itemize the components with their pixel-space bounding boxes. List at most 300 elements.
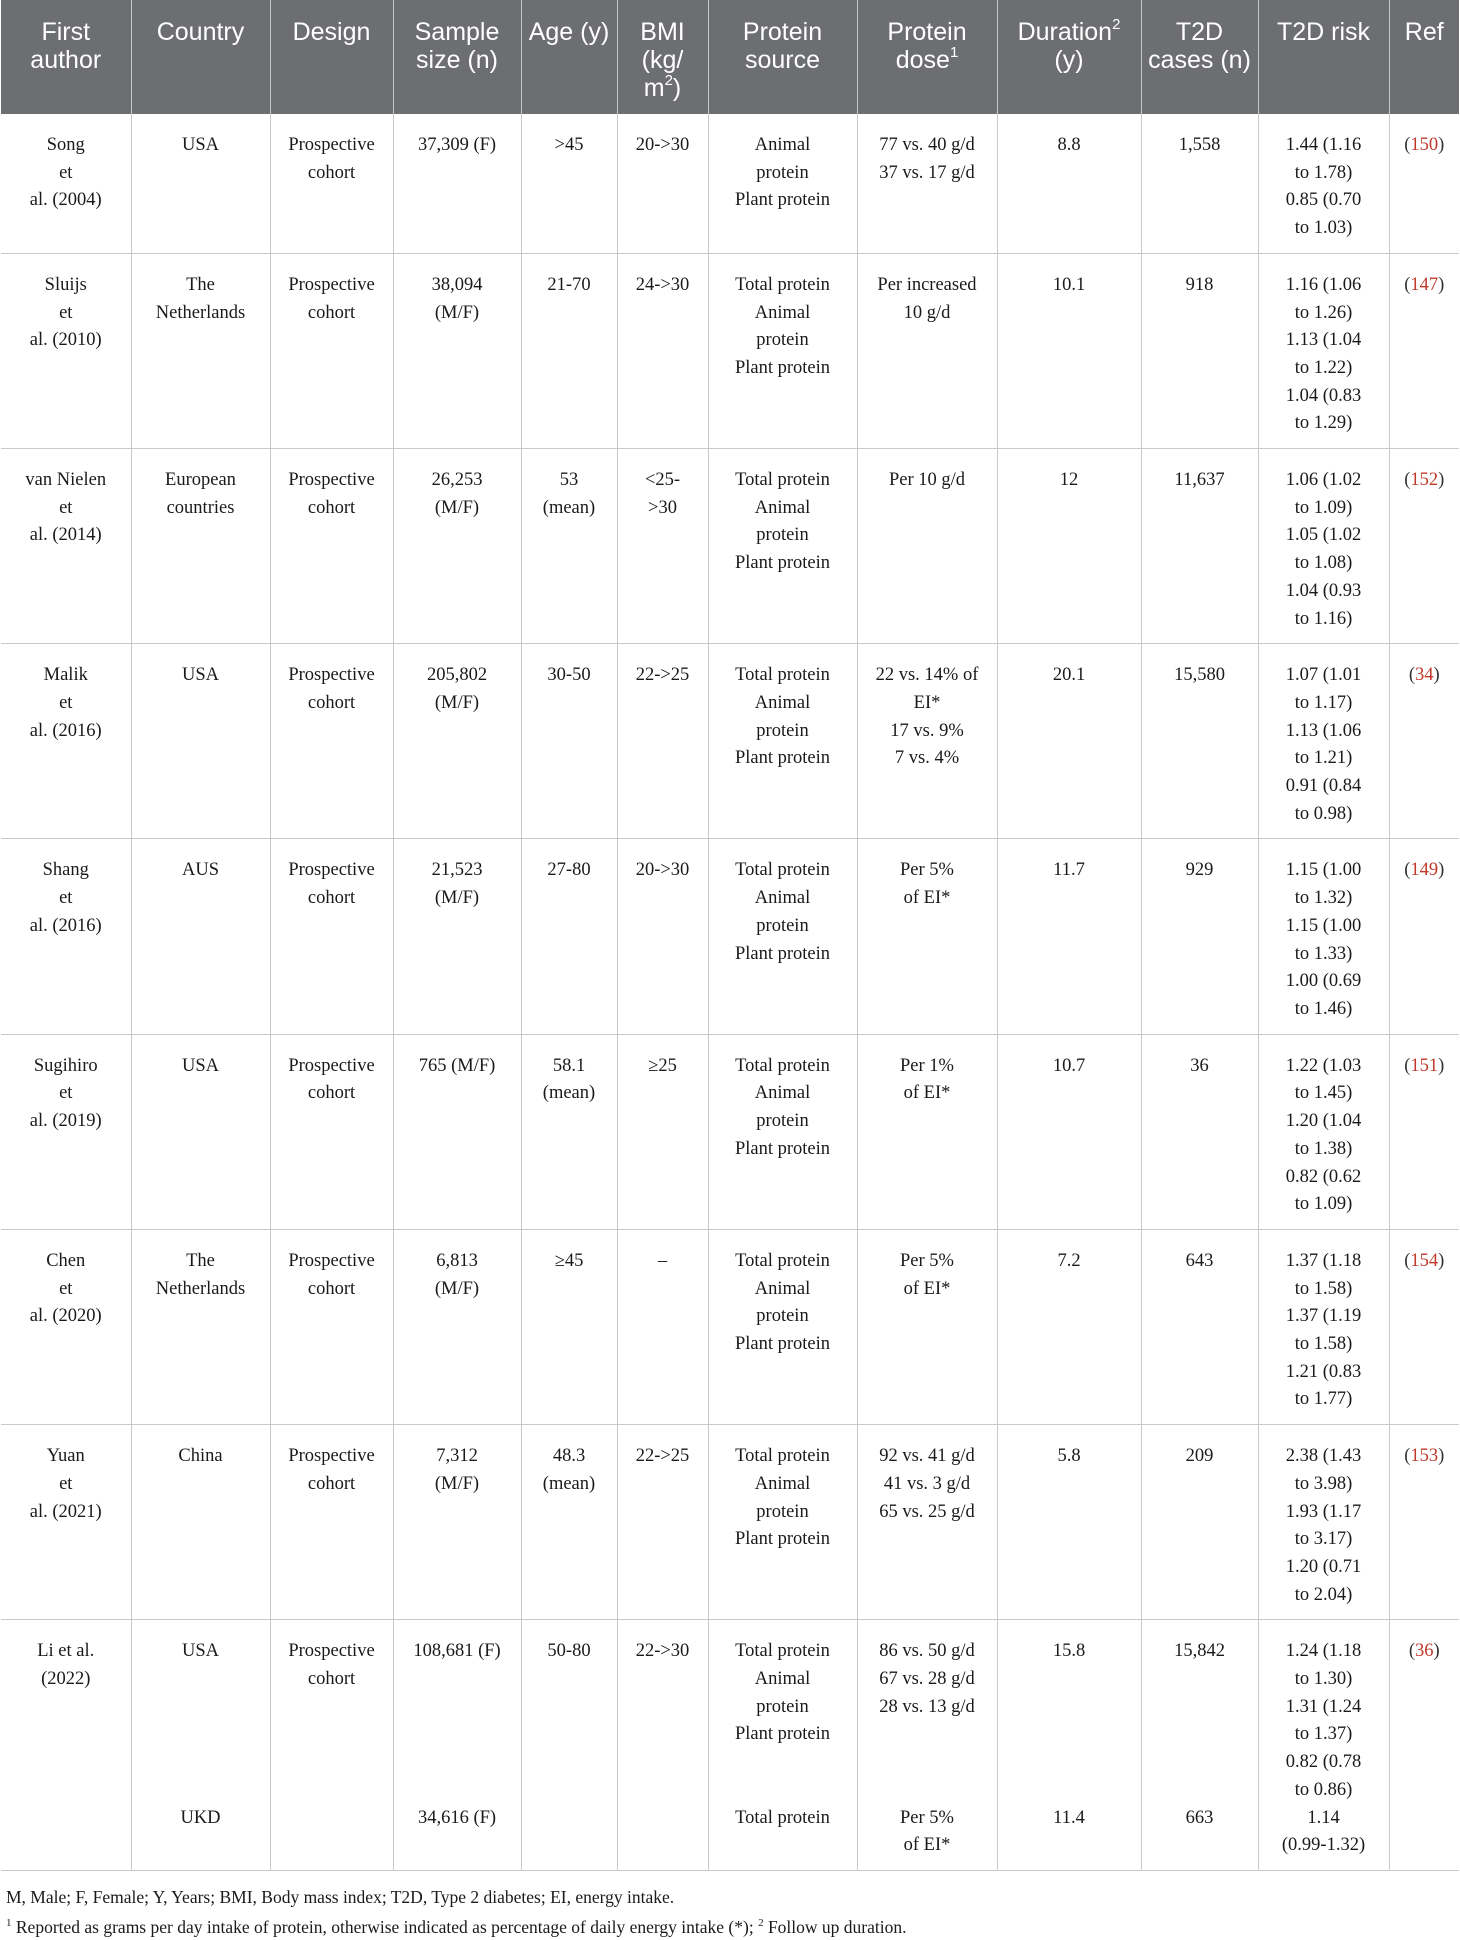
country-cell bbox=[131, 253, 270, 448]
cell-line: protein bbox=[756, 720, 809, 741]
column-header bbox=[857, 0, 997, 114]
cell-line: 48.3 bbox=[552, 1446, 586, 1467]
cell-line: et bbox=[59, 302, 73, 323]
column-header bbox=[617, 0, 708, 114]
cell-line: 1.93 (1.17 bbox=[1285, 1501, 1362, 1522]
t2d-cases-cell bbox=[1141, 1805, 1258, 1871]
first-author-cell bbox=[1, 1805, 131, 1871]
cell-line: van Nielen bbox=[25, 470, 107, 491]
sample-size-cell bbox=[393, 114, 521, 253]
cell-line: to 1.17) bbox=[1294, 692, 1353, 713]
reference-link[interactable]: 149 bbox=[1410, 860, 1439, 881]
cell-line: al. (2021) bbox=[29, 1501, 102, 1522]
sample-size-cell bbox=[393, 1034, 521, 1229]
cell-line: Song bbox=[46, 135, 85, 155]
cell-line: 21,523 bbox=[431, 860, 483, 881]
cell-line: of EI* bbox=[903, 1278, 951, 1299]
country-cell bbox=[131, 1425, 270, 1620]
cell-line: 1.31 (1.24 bbox=[1285, 1696, 1362, 1717]
age-cell bbox=[521, 1425, 617, 1620]
cell-line: 17 vs. 9% bbox=[890, 720, 964, 741]
table-row bbox=[1, 114, 1459, 253]
cell-line: to 1.29) bbox=[1294, 413, 1353, 434]
cell-value: 1,558 bbox=[1178, 135, 1221, 155]
t2d-cases-cell bbox=[1141, 449, 1258, 644]
cell-line: Plant protein bbox=[734, 943, 831, 964]
cell-line: to 1.22) bbox=[1294, 357, 1353, 378]
cell-line: et bbox=[59, 888, 73, 909]
cell-line: Total protein bbox=[735, 860, 830, 881]
cell-line: Total protein bbox=[735, 470, 830, 491]
cell-line: 20->30 bbox=[635, 860, 690, 881]
sample-size-cell bbox=[393, 253, 521, 448]
cell-value: 15,842 bbox=[1174, 1641, 1225, 1662]
cell-line: protein bbox=[756, 915, 809, 936]
cell-line: Total protein bbox=[735, 274, 830, 295]
cell-line: Li et al. bbox=[37, 1641, 95, 1662]
t2d-risk-cell bbox=[1258, 253, 1389, 448]
age-cell bbox=[521, 114, 617, 253]
column-header bbox=[270, 0, 393, 114]
cell-line: USA bbox=[181, 1055, 219, 1076]
cell-line: Prospective bbox=[288, 135, 375, 155]
age-cell bbox=[521, 1034, 617, 1229]
cell-line: 58.1 bbox=[552, 1055, 586, 1076]
cell-line: al. (2019) bbox=[29, 1111, 102, 1132]
ref-cell: (36) bbox=[1408, 1641, 1440, 1662]
cell-value: 643 bbox=[1185, 1250, 1214, 1271]
first-author-cell bbox=[1, 449, 131, 644]
cell-line: cohort bbox=[307, 1278, 356, 1299]
cell-line: Total protein bbox=[735, 665, 830, 686]
cell-value: 209 bbox=[1185, 1446, 1214, 1467]
cell-line: cohort bbox=[307, 1473, 356, 1494]
cell-line: cohort bbox=[307, 1669, 356, 1690]
protein-source-cell bbox=[708, 1034, 857, 1229]
cell-line: Plant protein bbox=[734, 553, 831, 574]
cell-line: 1.44 (1.16 bbox=[1285, 135, 1362, 155]
table-row bbox=[1, 1229, 1459, 1424]
sample-size-cell bbox=[393, 1425, 521, 1620]
bmi-cell bbox=[617, 114, 708, 253]
cell-line: to 1.78) bbox=[1294, 162, 1353, 183]
cell-line: 20->30 bbox=[635, 135, 690, 155]
duration-cell bbox=[997, 1229, 1141, 1424]
cell-line: Animal bbox=[754, 1473, 811, 1494]
cell-line: Netherlands bbox=[155, 1278, 246, 1299]
sample-size-cell bbox=[393, 1620, 521, 1805]
cell-line: Plant protein bbox=[734, 1529, 831, 1550]
cell-line: to 2.04) bbox=[1294, 1584, 1353, 1605]
cell-line: 65 vs. 25 g/d bbox=[879, 1501, 975, 1522]
reference-link[interactable]: 36 bbox=[1415, 1641, 1434, 1662]
reference-link[interactable]: 153 bbox=[1410, 1446, 1439, 1467]
cell-value: 11.7 bbox=[1053, 860, 1085, 881]
design-cell bbox=[270, 1805, 393, 1871]
design-cell bbox=[270, 1425, 393, 1620]
column-header bbox=[1258, 0, 1389, 114]
protein-dose-cell bbox=[857, 1229, 997, 1424]
reference-link[interactable]: 152 bbox=[1410, 470, 1439, 491]
column-header-label: Age (y) bbox=[528, 18, 610, 46]
cell-value: 7.2 bbox=[1057, 1250, 1081, 1271]
column-header-label: Duration bbox=[1017, 18, 1113, 46]
age-cell bbox=[521, 1229, 617, 1424]
cell-value: 12 bbox=[1059, 470, 1079, 491]
first-author-cell bbox=[1, 114, 131, 253]
cell-line: 1.21 (0.83 bbox=[1285, 1361, 1362, 1382]
protein-dose-cell bbox=[857, 1425, 997, 1620]
column-header bbox=[1, 0, 131, 114]
cell-line: USA bbox=[181, 1641, 219, 1662]
duration-cell bbox=[997, 1620, 1141, 1805]
t2d-cases-cell bbox=[1141, 644, 1258, 839]
protein-dose-cell bbox=[857, 1620, 997, 1805]
column-header-label: T2D risk bbox=[1276, 18, 1371, 46]
cell-line: to 1.33) bbox=[1294, 943, 1353, 964]
cell-line: 92 vs. 41 g/d bbox=[879, 1446, 975, 1467]
cell-line: Plant protein bbox=[734, 1724, 831, 1745]
cell-line: 22->25 bbox=[635, 1446, 690, 1467]
cell-line: 86 vs. 50 g/d bbox=[879, 1641, 975, 1662]
column-header-label: Protein dose bbox=[887, 18, 967, 74]
cell-line: to 1.08) bbox=[1294, 553, 1353, 574]
reference-link[interactable]: 150 bbox=[1410, 135, 1439, 155]
cell-line: EI* bbox=[913, 692, 941, 713]
duration-cell bbox=[997, 1425, 1141, 1620]
design-cell bbox=[270, 1229, 393, 1424]
first-author-cell bbox=[1, 1229, 131, 1424]
cell-value: 10.7 bbox=[1052, 1055, 1086, 1076]
cell-value: 36 bbox=[1190, 1055, 1209, 1076]
cell-line: to 1.16) bbox=[1294, 608, 1353, 629]
column-header-label: Country bbox=[156, 18, 245, 46]
cell-value: 15.8 bbox=[1052, 1641, 1086, 1662]
table-row bbox=[1, 1425, 1459, 1620]
cell-line: protein bbox=[756, 1696, 809, 1717]
cell-line: 0.82 (0.62 bbox=[1285, 1166, 1362, 1187]
column-header-superscript: 1 bbox=[949, 43, 959, 61]
ref-cell bbox=[1389, 1805, 1459, 1871]
duration-cell bbox=[997, 1034, 1141, 1229]
cell-line: Total protein bbox=[735, 1641, 830, 1662]
t2d-cases-cell bbox=[1141, 1034, 1258, 1229]
cell-line: al. (2020) bbox=[29, 1306, 102, 1327]
cell-line: Prospective bbox=[288, 1641, 375, 1662]
cell-line: USA bbox=[181, 135, 219, 155]
cell-line: (mean) bbox=[542, 497, 596, 518]
protein-source-cell bbox=[708, 1425, 857, 1620]
cell-line: protein bbox=[756, 162, 809, 183]
table-row bbox=[1, 253, 1459, 448]
cell-line: Total protein bbox=[735, 1446, 830, 1467]
cell-line: Prospective bbox=[288, 274, 375, 295]
cell-line: al. (2010) bbox=[29, 330, 102, 351]
reference-link[interactable]: 154 bbox=[1410, 1250, 1439, 1271]
cell-line: ≥25 bbox=[648, 1055, 677, 1076]
cell-line: of EI* bbox=[903, 1835, 951, 1856]
cell-line: Malik bbox=[43, 665, 88, 686]
sample-size-cell bbox=[393, 1805, 521, 1871]
cell-line: al. (2014) bbox=[29, 525, 102, 546]
column-header-superscript: 2 bbox=[1112, 15, 1121, 33]
cell-line: 77 vs. 40 g/d bbox=[879, 135, 975, 155]
protein-dose-cell bbox=[857, 644, 997, 839]
column-header-superscript: 2 bbox=[664, 71, 673, 89]
age-cell bbox=[521, 644, 617, 839]
reference-link[interactable]: 147 bbox=[1410, 274, 1439, 295]
cell-line: (M/F) bbox=[434, 1278, 480, 1299]
cell-line: to 1.37) bbox=[1294, 1724, 1353, 1745]
bmi-cell bbox=[617, 449, 708, 644]
design-cell bbox=[270, 1620, 393, 1805]
cell-line: (M/F) bbox=[434, 1473, 480, 1494]
table-row bbox=[1, 1805, 1459, 1871]
bmi-cell bbox=[617, 1805, 708, 1871]
cell-line: et bbox=[59, 1473, 73, 1494]
design-cell bbox=[270, 253, 393, 448]
t2d-cases-cell bbox=[1141, 253, 1258, 448]
sample-size-cell bbox=[393, 449, 521, 644]
cell-line: 27-80 bbox=[547, 860, 591, 881]
header-row bbox=[1, 0, 1459, 114]
country-cell bbox=[131, 1229, 270, 1424]
cell-line: Animal bbox=[754, 1669, 811, 1690]
cell-line: to 3.17) bbox=[1294, 1529, 1353, 1550]
cell-line: 22->25 bbox=[635, 665, 690, 686]
cell-line: 1.20 (0.71 bbox=[1285, 1556, 1362, 1577]
cell-line: protein bbox=[756, 1306, 809, 1327]
cell-line: et bbox=[59, 1083, 73, 1104]
cell-line: to 1.26) bbox=[1294, 302, 1353, 323]
duration-cell bbox=[997, 253, 1141, 448]
bmi-cell bbox=[617, 1425, 708, 1620]
column-header-label: Ref bbox=[1404, 18, 1444, 46]
cell-line: 38,094 bbox=[431, 274, 483, 295]
reference-link[interactable]: 34 bbox=[1415, 665, 1434, 686]
cell-line: Netherlands bbox=[155, 302, 246, 323]
protein-source-cell bbox=[708, 449, 857, 644]
cell-line: Animal bbox=[754, 1083, 811, 1104]
cell-line: Per 5% bbox=[900, 1807, 954, 1828]
cell-line: 1.07 (1.01 bbox=[1285, 665, 1362, 686]
table-row bbox=[1, 644, 1459, 839]
cell-line: 1.20 (1.04 bbox=[1285, 1111, 1362, 1132]
cell-line: >45 bbox=[554, 135, 584, 155]
cell-line: AUS bbox=[181, 860, 219, 881]
country-cell bbox=[131, 1620, 270, 1805]
cell-line: 0.91 (0.84 bbox=[1285, 776, 1362, 797]
t2d-risk-cell bbox=[1258, 1425, 1389, 1620]
t2d-cases-cell bbox=[1141, 1620, 1258, 1805]
country-cell bbox=[131, 449, 270, 644]
cell-line: to 1.30) bbox=[1294, 1669, 1353, 1690]
age-cell bbox=[521, 449, 617, 644]
cell-line: cohort bbox=[307, 692, 356, 713]
t2d-risk-cell bbox=[1258, 449, 1389, 644]
cell-line: 6,813 bbox=[436, 1250, 478, 1271]
cell-line: – bbox=[657, 1250, 668, 1271]
cell-line: to 1.38) bbox=[1294, 1138, 1353, 1159]
cell-line: 37 vs. 17 g/d bbox=[879, 162, 975, 183]
cell-line: et bbox=[59, 162, 73, 183]
cell-line: Prospective bbox=[288, 860, 375, 881]
cell-line: to 0.86) bbox=[1294, 1779, 1353, 1800]
cell-line: Yuan bbox=[46, 1446, 85, 1467]
cell-line: to 3.98) bbox=[1294, 1473, 1353, 1494]
column-header bbox=[1141, 0, 1258, 114]
cell-line: protein bbox=[756, 525, 809, 546]
cell-value: 5.8 bbox=[1057, 1446, 1081, 1467]
cell-line: 50-80 bbox=[547, 1641, 591, 1662]
cell-line: The bbox=[186, 1250, 215, 1271]
table-header bbox=[1, 0, 1459, 114]
cell-line: to 1.58) bbox=[1294, 1278, 1353, 1299]
cell-line: 1.13 (1.06 bbox=[1285, 720, 1362, 741]
cell-line: Sugihiro bbox=[33, 1055, 98, 1076]
protein-source-cell bbox=[708, 114, 857, 253]
age-cell bbox=[521, 1805, 617, 1871]
cell-line: (mean) bbox=[542, 1083, 596, 1104]
bmi-cell bbox=[617, 1229, 708, 1424]
footnote-abbreviations: M, Male; F, Female; Y, Years; BMI, Body mass index; T2D, Type 2 diabetes; EI, energy intake. bbox=[6, 1886, 675, 1907]
column-header-label: T2D cases (n) bbox=[1148, 18, 1251, 74]
cell-line: Animal bbox=[754, 692, 811, 713]
cell-line: 41 vs. 3 g/d bbox=[883, 1473, 971, 1494]
cell-line: Animal bbox=[754, 497, 811, 518]
country-cell bbox=[131, 839, 270, 1034]
footnote-notes bbox=[6, 1910, 1460, 1940]
cell-line: (M/F) bbox=[434, 302, 480, 323]
column-header-label: Sample size (n) bbox=[414, 18, 500, 74]
cell-line: et bbox=[59, 497, 73, 518]
ref-cell: (150) bbox=[1389, 114, 1459, 253]
cell-line: 1.24 (1.18 bbox=[1285, 1641, 1362, 1662]
cell-line: 1.00 (0.69 bbox=[1285, 971, 1362, 992]
cell-line: cohort bbox=[307, 162, 356, 183]
cell-line: Per 5% bbox=[900, 860, 954, 881]
cell-line: China bbox=[178, 1446, 223, 1467]
cell-line: 1.06 (1.02 bbox=[1285, 470, 1362, 491]
design-cell bbox=[270, 114, 393, 253]
country-cell bbox=[131, 1805, 270, 1871]
cell-line: UKD bbox=[180, 1807, 221, 1828]
cell-line: 1.15 (1.00 bbox=[1285, 915, 1362, 936]
cell-line: al. (2016) bbox=[29, 915, 102, 936]
cell-line: <25- bbox=[644, 470, 681, 491]
duration-cell bbox=[997, 114, 1141, 253]
table-row bbox=[1, 449, 1459, 644]
column-header bbox=[1389, 0, 1459, 114]
cell-line: 30-50 bbox=[547, 665, 591, 686]
cell-line: (M/F) bbox=[434, 692, 480, 713]
cell-line: >30 bbox=[648, 497, 677, 518]
t2d-cases-cell bbox=[1141, 1425, 1258, 1620]
first-author-cell bbox=[1, 253, 131, 448]
age-cell bbox=[521, 253, 617, 448]
ref-cell: (34) bbox=[1389, 644, 1459, 839]
cell-line: to 1.21) bbox=[1294, 748, 1353, 769]
first-author-cell bbox=[1, 1620, 131, 1805]
cell-line: countries bbox=[166, 497, 235, 518]
cell-line: al. (2016) bbox=[29, 720, 102, 741]
column-header bbox=[708, 0, 857, 114]
cell-line: Plant protein bbox=[734, 1334, 831, 1355]
cell-line: 205,802 bbox=[426, 665, 488, 686]
first-author-cell bbox=[1, 839, 131, 1034]
protein-source-cell bbox=[708, 253, 857, 448]
cell-line: et bbox=[59, 1278, 73, 1299]
column-header-label: First author bbox=[30, 18, 102, 74]
cell-line: 7,312 bbox=[436, 1446, 478, 1467]
cell-line: Prospective bbox=[288, 470, 375, 491]
protein-t2d-table bbox=[1, 0, 1459, 1871]
cell-line: (0.99-1.32) bbox=[1281, 1835, 1366, 1856]
cell-line: 2.38 (1.43 bbox=[1285, 1446, 1362, 1467]
cell-line: Total protein bbox=[735, 1250, 830, 1271]
cell-line: 1.22 (1.03 bbox=[1285, 1055, 1362, 1076]
cell-line: Per 1% bbox=[900, 1055, 954, 1076]
footnote-1-mark: 1 bbox=[6, 1916, 12, 1929]
cell-line: 108,681 (F) bbox=[413, 1641, 501, 1662]
cell-line: ≥45 bbox=[554, 1250, 584, 1271]
cell-line: to 1.09) bbox=[1294, 497, 1353, 518]
cell-line: Animal bbox=[754, 888, 811, 909]
cell-line: cohort bbox=[307, 888, 356, 909]
cell-line: Plant protein bbox=[734, 748, 831, 769]
protein-dose-cell bbox=[857, 449, 997, 644]
cell-value: 8.8 bbox=[1057, 135, 1081, 155]
cell-line: 1.37 (1.18 bbox=[1285, 1250, 1362, 1271]
cell-line: Per increased bbox=[877, 274, 977, 295]
table-row bbox=[1, 1034, 1459, 1229]
design-cell bbox=[270, 839, 393, 1034]
cell-line: Animal bbox=[754, 1278, 811, 1299]
column-header bbox=[521, 0, 617, 114]
table-row bbox=[1, 839, 1459, 1034]
cell-line: of EI* bbox=[903, 888, 951, 909]
cell-line: 26,253 bbox=[431, 470, 483, 491]
t2d-risk-cell bbox=[1258, 1620, 1389, 1805]
footnote-2-text: Follow up duration. bbox=[763, 1916, 907, 1937]
bmi-cell bbox=[617, 1034, 708, 1229]
cell-line: protein bbox=[756, 330, 809, 351]
cell-value: 10.1 bbox=[1052, 274, 1086, 295]
column-header-suffix: (y) bbox=[1054, 46, 1084, 74]
cell-line: Chen bbox=[46, 1250, 86, 1271]
footnote-1-text: Reported as grams per day intake of protein, otherwise indicated as percentage of daily energy intake (*); bbox=[11, 1916, 759, 1937]
cell-value: 11,637 bbox=[1174, 470, 1225, 491]
protein-source-cell bbox=[708, 1229, 857, 1424]
t2d-risk-cell bbox=[1258, 1229, 1389, 1424]
protein-dose-cell bbox=[857, 839, 997, 1034]
cell-line: 1.37 (1.19 bbox=[1285, 1306, 1362, 1327]
cell-line: to 1.46) bbox=[1294, 998, 1353, 1019]
cell-value: 663 bbox=[1185, 1807, 1214, 1828]
protein-source-cell bbox=[708, 644, 857, 839]
cell-line: 0.85 (0.70 bbox=[1285, 190, 1362, 211]
protein-source-cell bbox=[708, 839, 857, 1034]
cell-line: 24->30 bbox=[635, 274, 690, 295]
cell-line: to 1.32) bbox=[1294, 888, 1353, 909]
protein-dose-cell bbox=[857, 1805, 997, 1871]
cell-line: Total protein bbox=[735, 1807, 830, 1828]
cell-line: Prospective bbox=[288, 1250, 375, 1271]
reference-link[interactable]: 151 bbox=[1410, 1055, 1439, 1076]
cell-line: Plant protein bbox=[734, 1138, 831, 1159]
cell-value: 20.1 bbox=[1052, 665, 1086, 686]
cell-line: 21-70 bbox=[547, 274, 591, 295]
